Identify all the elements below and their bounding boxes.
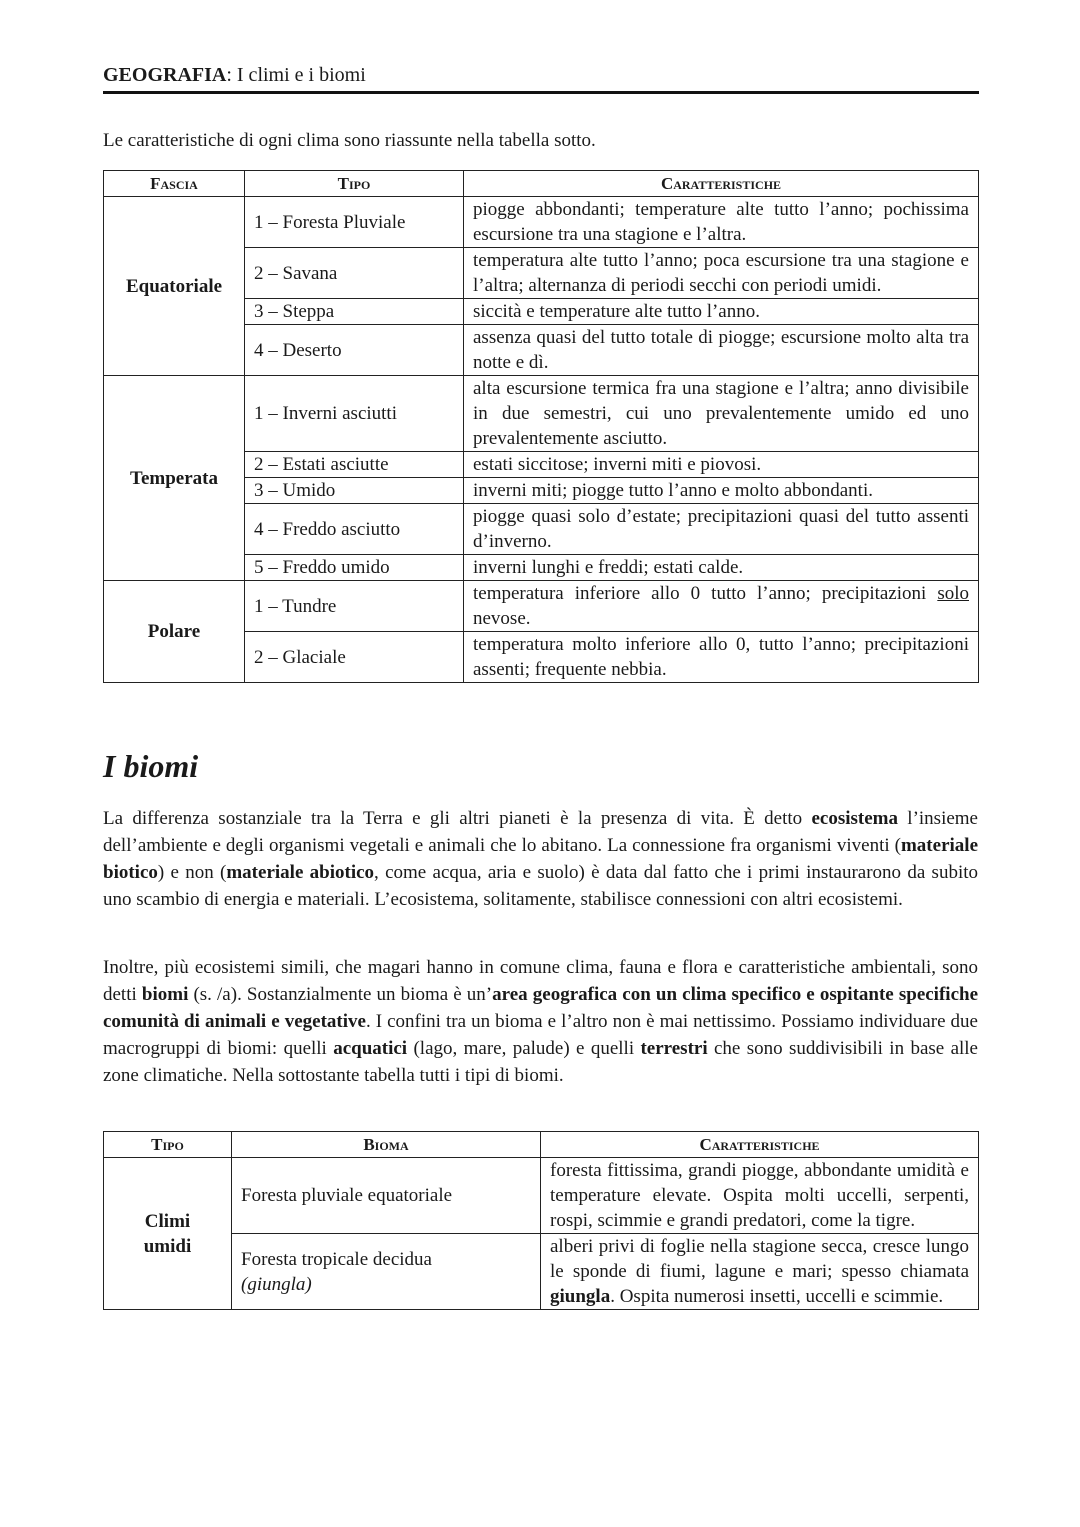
car-cell: foresta fittissima, grandi piogge, abbondante umidità e temperature elevate. Ospita molti uccelli, serpenti, rospi, scimmie e grandi predatori, come la tigre.	[541, 1158, 979, 1234]
tipo-cell: 1 – Foresta Pluviale	[245, 197, 464, 248]
section-title: I biomi	[103, 748, 199, 784]
car-text: temperatura inferiore allo 0 tutto l’anno; precipitazioni	[473, 583, 938, 604]
col-header-fascia: Fascia	[104, 171, 245, 197]
tipo-cell: 2 – Glaciale	[245, 632, 464, 683]
bold-term: materiale abiotico	[226, 862, 375, 883]
tipo-cell: 3 – Umido	[245, 478, 464, 504]
col-header-caratteristiche: Caratteristiche	[464, 171, 979, 197]
car-cell	[541, 1234, 979, 1310]
tipo-cell: 3 – Steppa	[245, 299, 464, 325]
col-header-tipo: Tipo	[245, 171, 464, 197]
bold-term: acquatici	[333, 1038, 408, 1059]
table-row	[104, 376, 979, 452]
car-cell: estati siccitose; inverni miti e piovosi.	[464, 452, 979, 478]
text-run: , come acqua, aria e suolo) è data dal fatto che i primi instaurarono da subito uno scambio di energia e materiali. L’ecosistema, solitamente, stabilisce connessioni con altri ecosistemi.	[103, 862, 978, 910]
underlined-word: solo	[937, 583, 969, 604]
climate-table	[103, 170, 979, 683]
table-header-row	[104, 171, 979, 197]
intro-text: Le caratteristiche di ogni clima sono riassunte nella tabella sotto.	[103, 130, 596, 151]
tipo-cell: 4 – Freddo asciutto	[245, 504, 464, 555]
text-run: l’insieme dell’ambiente e degli organismi vegetali e animali che lo abitano. La connessione fra organismi viventi (	[103, 808, 978, 856]
bold-term: materiale biotico	[103, 835, 978, 883]
bold-term: ecosistema	[811, 808, 898, 829]
text-run: Inoltre, più ecosistemi simili, che magari hanno in comune clima, fauna e flora e caratteristiche ambientali, sono detti	[103, 957, 978, 1005]
table-header-row	[104, 1132, 979, 1158]
bold-term: terrestri	[640, 1038, 708, 1059]
text-run: (s. /a). Sostanzialmente un bioma è un’	[188, 984, 493, 1005]
tipo-cell: 2 – Estati asciutte	[245, 452, 464, 478]
table-row	[104, 581, 979, 632]
col-header-tipo: Tipo	[104, 1132, 232, 1158]
bioma-cell: Foresta pluviale equatoriale	[232, 1158, 541, 1234]
tipo-cell: 4 – Deserto	[245, 325, 464, 376]
car-cell: assenza quasi del tutto totale di piogge; escursione molto alta tra notte e dì.	[464, 325, 979, 376]
text-run: (lago, mare, palude) e quelli	[407, 1038, 641, 1059]
biome-table	[103, 1131, 979, 1310]
text-run: che sono suddivisibili in base alle zone climatiche. Nella sottostante tabella tutti i tipi di biomi.	[103, 1038, 978, 1086]
car-cell: inverni lunghi e freddi; estati calde.	[464, 555, 979, 581]
car-text: nevose.	[473, 608, 531, 629]
table-row	[104, 1158, 979, 1234]
text-run: ) e non (	[157, 862, 227, 883]
paragraph-ecosistema	[103, 805, 978, 913]
text-run: . I confini tra un bioma e l’altro non è mai nettissimo. Possiamo individuare due macrogruppi di biomi: quelli	[103, 1011, 978, 1059]
topic-label: : I climi e i biomi	[226, 64, 366, 86]
group-cell: Polare	[104, 581, 245, 683]
table-row	[104, 1234, 979, 1310]
group-cell: Climi umidi	[104, 1158, 232, 1310]
bioma-cell	[232, 1234, 541, 1310]
subject-label: GEOGRAFIA	[103, 64, 227, 86]
car-cell: alta escursione termica fra una stagione e l’altra; anno divisibile in due semestri, cui uno prevalentemente umido ed uno prevalentemente asciutto.	[464, 376, 979, 452]
col-header-caratteristiche: Caratteristiche	[541, 1132, 979, 1158]
tipo-cell: 1 – Inverni asciutti	[245, 376, 464, 452]
car-cell: temperatura alte tutto l’anno; poca escursione tra una stagione e l’altra; alternanza di periodi secchi con periodi umidi.	[464, 248, 979, 299]
text-run: La differenza sostanziale tra la Terra e gli altri pianeti è la presenza di vita. È detto	[103, 808, 812, 829]
car-cell: temperatura molto inferiore allo 0, tutto l’anno; precipitazioni assenti; frequente nebbia.	[464, 632, 979, 683]
table-row	[104, 197, 979, 248]
car-text: alberi privi di foglie nella stagione secca, cresce lungo le sponde di fiumi, lagune e mari; spesso chiamata	[550, 1236, 969, 1282]
tipo-cell: 1 – Tundre	[245, 581, 464, 632]
car-cell: siccità e temperature alte tutto l’anno.	[464, 299, 979, 325]
tipo-cell: 2 – Savana	[245, 248, 464, 299]
header-rule	[103, 91, 979, 94]
car-cell: piogge quasi solo d’estate; precipitazioni quasi del tutto assenti d’inverno.	[464, 504, 979, 555]
col-header-bioma: Bioma	[232, 1132, 541, 1158]
bioma-name: Foresta tropicale decidua	[241, 1248, 432, 1270]
bold-term: giungla	[550, 1286, 611, 1307]
bold-term: area geografica con un clima specifico e ospitante specifiche comunità di animali e vegetative	[103, 984, 978, 1032]
car-cell	[464, 581, 979, 632]
group-cell: Equatoriale	[104, 197, 245, 376]
running-header	[103, 64, 366, 87]
tipo-cell: 5 – Freddo umido	[245, 555, 464, 581]
car-text: . Ospita numerosi insetti, uccelli e scimmie.	[610, 1286, 944, 1307]
car-cell: piogge abbondanti; temperature alte tutto l’anno; pochissima escursione tra una stagione e l’altra.	[464, 197, 979, 248]
car-cell: inverni miti; piogge tutto l’anno e molto abbondanti.	[464, 478, 979, 504]
paragraph-biomi	[103, 954, 978, 1089]
bold-term: biomi	[141, 984, 189, 1005]
bioma-alias: (giungla)	[241, 1273, 312, 1295]
group-cell: Temperata	[104, 376, 245, 581]
